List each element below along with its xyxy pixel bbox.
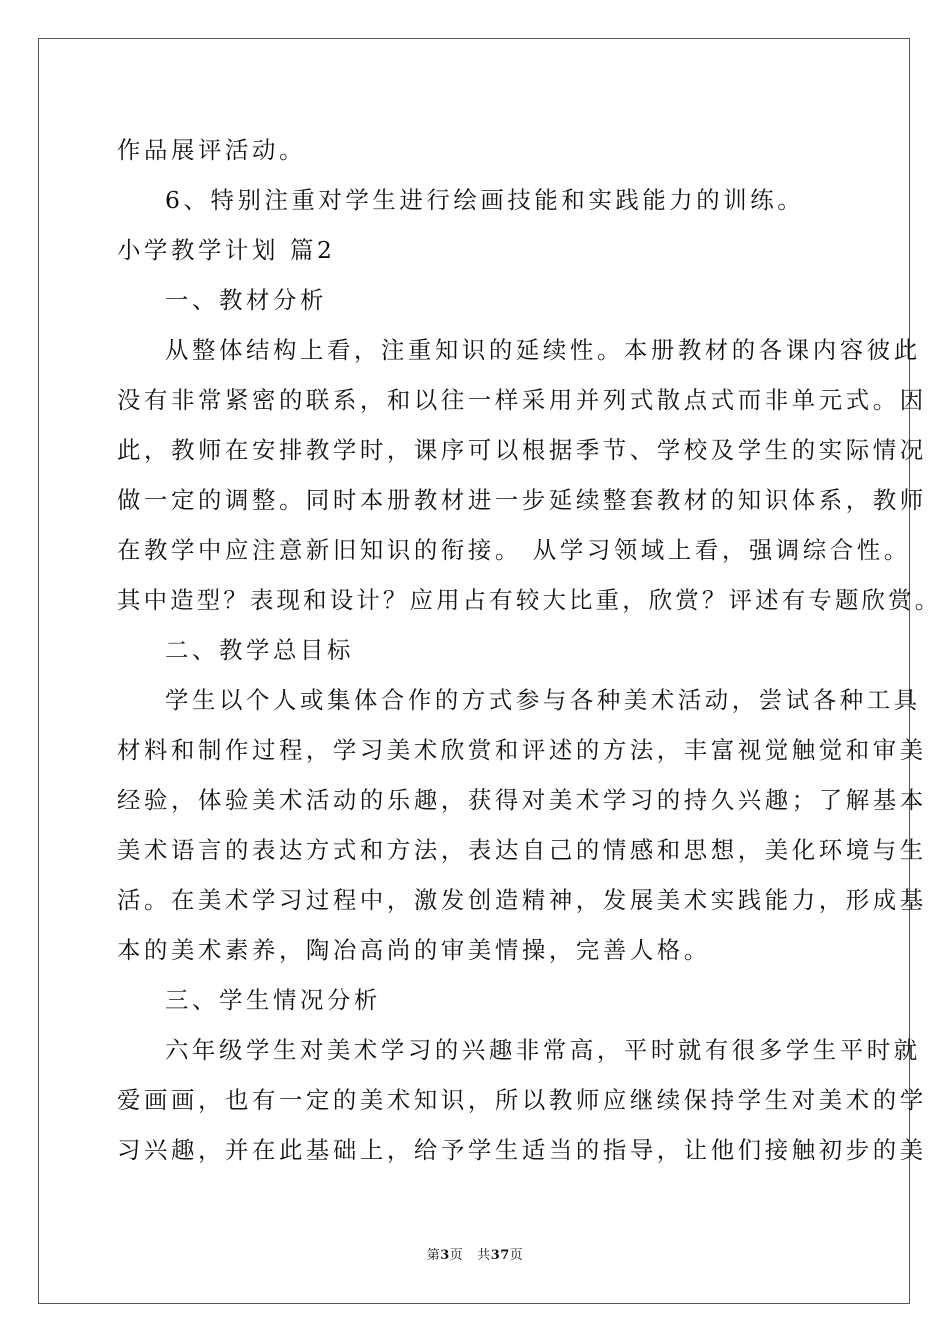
footer-page-unit: 页	[449, 1248, 464, 1263]
section-title: 小学教学计划 篇2	[117, 236, 336, 264]
text-line: 经验，体验美术活动的乐趣，获得对美术学习的持久兴趣；了解基本	[117, 786, 927, 814]
text-line: 其中造型？表现和设计？应用占有较大比重，欣赏？评述有专题欣赏。	[117, 586, 942, 614]
text-line: 没有非常紧密的联系，和以往一样采用并列式散点式而非单元式。因	[117, 386, 927, 414]
text-line: 此，教师在安排教学时，课序可以根据季节、学校及学生的实际情况	[117, 436, 927, 464]
footer-total-pages: 37	[490, 1248, 510, 1263]
text-line: 学生以个人或集体合作的方式参与各种美术活动，尝试各种工具	[165, 686, 921, 714]
text-line: 习兴趣，并在此基础上，给予学生适当的指导，让他们接触初步的美	[117, 1136, 927, 1164]
text-line: 活。在美术学习过程中，激发创造精神，发展美术实践能力，形成基	[117, 886, 927, 914]
text-line: 本的美术素养，陶冶高尚的审美情操，完善人格。	[117, 936, 711, 964]
text-line: 材料和制作过程，学习美术欣赏和评述的方法，丰富视觉触觉和审美	[117, 736, 927, 764]
text-line: 美术语言的表达方式和方法，表达自己的情感和思想，美化环境与生	[117, 836, 927, 864]
footer-total-unit: 页	[509, 1248, 524, 1263]
section-heading: 三、学生情况分析	[165, 986, 381, 1014]
text-line: 从整体结构上看，注重知识的延续性。本册教材的各课内容彼此	[165, 336, 921, 364]
text-line: 六年级学生对美术学习的兴趣非常高，平时就有很多学生平时就	[165, 1036, 921, 1064]
text-line: 6、特别注重对学生进行绘画技能和实践能力的训练。	[165, 186, 805, 214]
page-footer	[0, 1247, 950, 1265]
footer-total-prefix: 共	[477, 1248, 491, 1263]
text-line: 做一定的调整。同时本册教材进一步延续整套教材的知识体系，教师	[117, 486, 927, 514]
footer-page-prefix: 第	[426, 1248, 441, 1263]
section-heading: 二、教学总目标	[165, 636, 354, 664]
text-line: 爱画画，也有一定的美术知识，所以教师应继续保持学生对美术的学	[117, 1086, 927, 1114]
text-line: 在教学中应注意新旧知识的衔接。 从学习领域上看，强调综合性。	[117, 536, 911, 564]
footer-page-number: 3	[440, 1248, 450, 1263]
text-line: 作品展评活动。	[117, 136, 306, 164]
section-heading: 一、教材分析	[165, 286, 327, 314]
